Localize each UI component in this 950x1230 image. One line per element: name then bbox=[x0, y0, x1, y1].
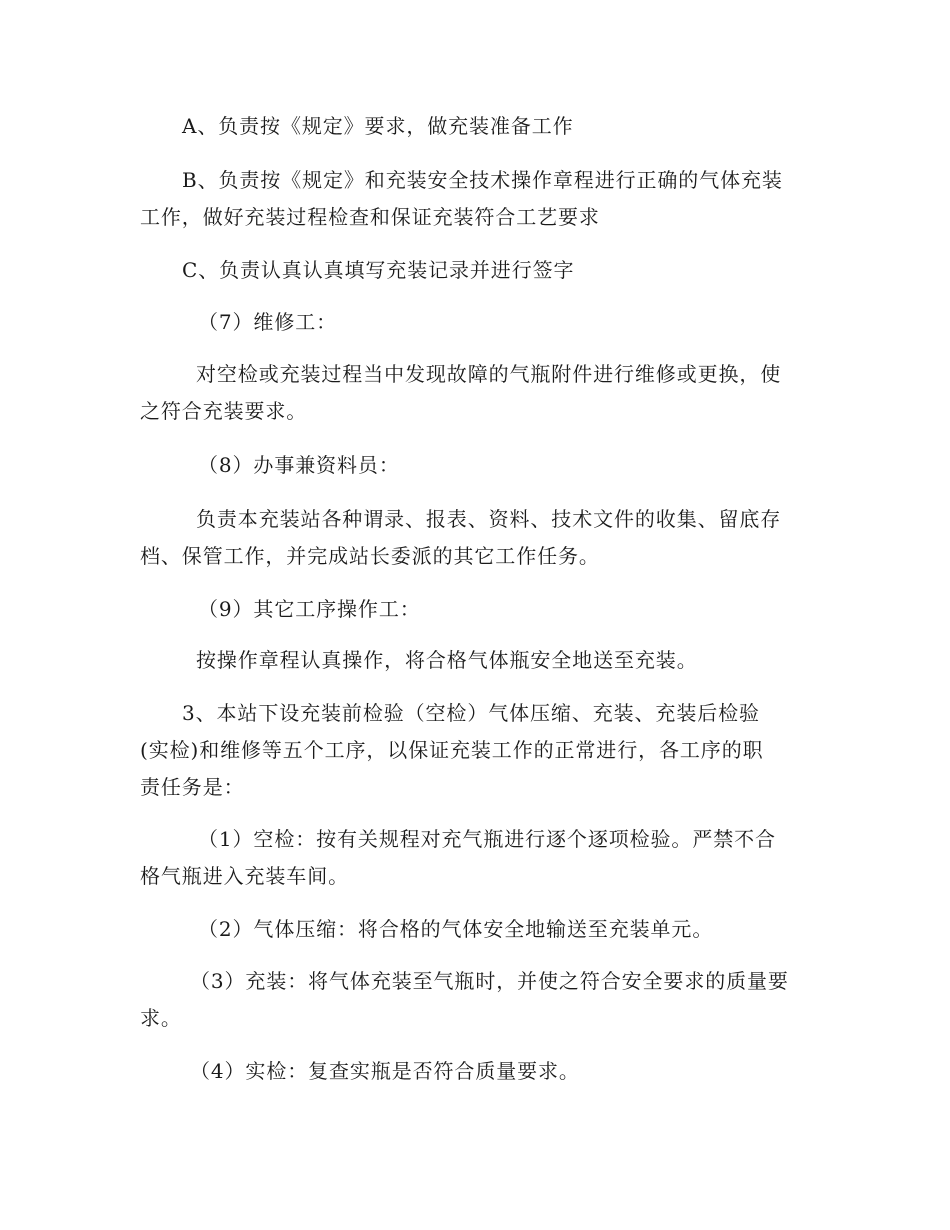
paragraph-line: A、负责按《规定》要求，做充装准备工作 bbox=[182, 114, 574, 138]
paragraph-line: 求。 bbox=[140, 1006, 182, 1030]
paragraph-line: 档、保管工作，并完成站长委派的其它工作任务。 bbox=[140, 544, 600, 568]
section-heading: （9）其它工序操作工： bbox=[198, 597, 421, 621]
section-heading: （8）办事兼资料员： bbox=[198, 453, 400, 477]
paragraph-line: （2）气体压缩：将合格的气体安全地输送至充装单元。 bbox=[198, 917, 714, 941]
paragraph-line: 按操作章程认真操作，将合格气体瓶安全地送至充装。 bbox=[196, 648, 698, 672]
paragraph-line: 3、本站下设充装前检验（空检）气体压缩、充装、充装后检验 bbox=[182, 701, 760, 725]
paragraph-line: 对空检或充装过程当中发现故障的气瓶附件进行维修或更换，使 bbox=[196, 362, 782, 386]
paragraph-line: 工作，做好充装过程检查和保证充装符合工艺要求 bbox=[140, 205, 600, 229]
section-heading: （7）维修工： bbox=[198, 310, 338, 334]
paragraph-line: （3）充装：将气体充装至气瓶时，并使之符合安全要求的质量要 bbox=[190, 969, 789, 993]
paragraph-line: 之符合充装要求。 bbox=[140, 399, 308, 423]
paragraph-line: (实检)和维修等五个工序，以保证充装工作的正常进行，各工序的职 bbox=[140, 738, 764, 762]
paragraph-line: C、负责认真认真填写充装记录并进行签字 bbox=[182, 258, 575, 282]
paragraph-line: 格气瓶进入充装车间。 bbox=[140, 864, 349, 888]
paragraph-line: B、负责按《规定》和充装安全技术操作章程进行正确的气体充装 bbox=[182, 168, 783, 192]
paragraph-line: （1）空检：按有关规程对充气瓶进行逐个逐项检验。严禁不合 bbox=[198, 827, 776, 851]
paragraph-line: （4）实检：复查实瓶是否符合质量要求。 bbox=[190, 1059, 580, 1083]
paragraph-line: 责任务是： bbox=[140, 775, 245, 799]
paragraph-line: 负责本充装站各种谓录、报表、资料、技术文件的收集、留底存 bbox=[196, 507, 782, 531]
